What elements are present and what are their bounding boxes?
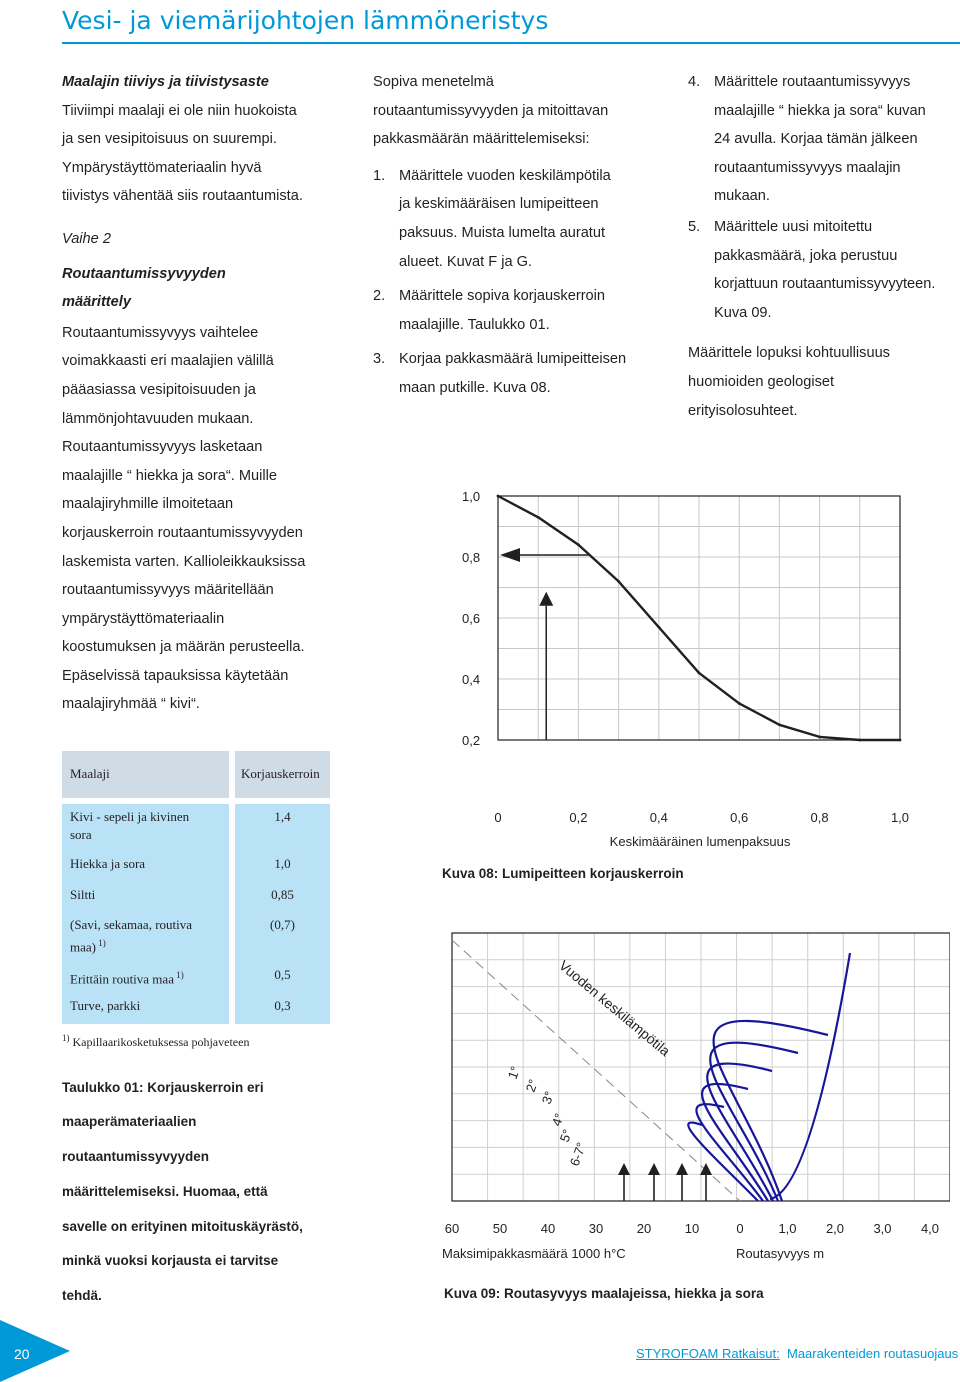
x-axis-label: Keskimääräinen lumenpaksuus [609, 834, 791, 849]
data-point [858, 739, 861, 742]
column-1 [62, 68, 362, 719]
y-tick-label: 0,2 [462, 733, 481, 748]
text-line: Ympärystäyttömateriaalin hyvä [62, 159, 262, 176]
series-label: 6-7° [566, 1140, 590, 1169]
chart-frost-depth [430, 905, 950, 1305]
data-point [818, 736, 821, 739]
data-point [497, 495, 500, 498]
x-tick-label: 40 [540, 1221, 556, 1236]
step-text: 24 avulla. Korjaa tämän jälkeen [714, 131, 918, 148]
x-tick-label: 20 [636, 1221, 652, 1236]
table-footnote [62, 1029, 249, 1051]
table-cell-factor: (0,7) [270, 917, 295, 932]
step-text: maan putkille. Kuva 08. [399, 379, 551, 396]
x-tick-label: 0,2 [569, 810, 588, 825]
paragraph [62, 97, 362, 211]
column-2 [373, 68, 673, 403]
heading-line: Routaantumissyvyyden [62, 265, 226, 282]
caption-line: savelle on erityinen mitoituskäyrästö, [62, 1218, 303, 1234]
table-cell-soil [70, 916, 226, 956]
footnote-mark: 1) [62, 1033, 70, 1043]
step-text: alueet. Kuvat F ja G. [399, 253, 533, 270]
paragraph [62, 319, 362, 719]
text-line: laskemista varten. Kallioleikkauksissa [62, 553, 306, 570]
text-line: maalajiryhmää “ kivi“. [62, 696, 200, 713]
arrow-marker [700, 1163, 712, 1175]
table-cell-factor: 1,0 [274, 856, 291, 871]
data-point [899, 739, 902, 742]
text-line: pääasiassa vesipitoisuuden ja [62, 381, 256, 398]
column-header-factor: Korjauskerroin [241, 766, 320, 781]
text-line: Sopiva menetelmä [373, 74, 494, 90]
data-point [778, 723, 781, 726]
step-item [373, 162, 673, 276]
x-tick-label: 0,6 [730, 810, 749, 825]
table-cell-factor: 0,3 [274, 998, 291, 1013]
soil-name: Hiekka ja sora [70, 856, 146, 871]
table-body-factor [235, 804, 330, 1024]
series-label: 3° [538, 1089, 558, 1107]
step-text: paksuus. Muista lumelta auratut [399, 224, 606, 241]
chart-caption: Kuva 09: Routasyvyys maalajeissa, hiekka ja sora [444, 1286, 764, 1301]
column-3 [688, 68, 960, 425]
footnote-ref: 1) [173, 970, 184, 980]
arrow-marker [539, 592, 553, 606]
soil-name: maa) $^{1)}$ [70, 938, 106, 955]
y-tick-label: 0,8 [462, 550, 481, 565]
step-number: 5. [688, 218, 701, 235]
step-text: mukaan. [714, 188, 770, 205]
x-tick-label: 1,0 [890, 810, 910, 825]
footnote-text: Kapillaarikosketuksessa pohjaveteen [72, 1035, 250, 1049]
caption-line: määrittelemiseksi. Huomaa, että [62, 1183, 268, 1199]
step-text: routaantumissyvyys maalajin [714, 159, 901, 176]
step-item [688, 213, 960, 327]
step-text: Määrittele vuoden keskilämpötila [399, 167, 611, 184]
text-line: lämmönjohtavuuden mukaan. [62, 410, 254, 427]
step-text: Määrittele uusi mitoitettu [714, 218, 873, 235]
text-line: tiivistys vähentää siis routaantumista. [62, 188, 303, 205]
soil-name: Turve, parkki [70, 998, 141, 1013]
soil-name: (Savi, sekamaa, routiva [70, 917, 193, 932]
text-line: Routaantumissyvyys lasketaan [62, 439, 263, 456]
text-line: Epäselvissä tapauksissa käytetään [62, 667, 289, 684]
step-text: Korjaa pakkasmäärä lumipeitteisen [399, 351, 627, 368]
data-point [698, 672, 701, 675]
soil-name: Kivi - sepeli ja kivinen [70, 809, 190, 824]
section-heading: Maalajin tiiviys ja tiivistysaste [62, 74, 269, 90]
x-tick-label: 50 [492, 1221, 508, 1236]
footer-text [636, 1346, 958, 1361]
step-text: pakkasmäärä, joka perustuu [714, 247, 898, 264]
step-number: 3. [373, 351, 386, 368]
data-point [657, 626, 660, 629]
x-tick-label: 60 [444, 1221, 460, 1236]
arrow-marker [648, 1163, 660, 1175]
table-cell-soil [70, 966, 226, 988]
chart-snow-correction [430, 470, 930, 890]
caption-line: Taulukko 01: Korjauskerroin eri [62, 1079, 264, 1095]
series-label: 2° [522, 1077, 542, 1095]
series-label: 1° [504, 1064, 524, 1082]
text-line: huomioiden geologiset [688, 373, 835, 390]
table-cell-soil [70, 855, 226, 873]
caption-line: minkä vuoksi korjausta ei tarvitse [62, 1253, 279, 1269]
step-item [373, 282, 673, 339]
text-line: Routaantumissyvyys vaihtelee [62, 324, 259, 341]
step-list [688, 68, 960, 327]
text-line: routaantumissyvyys määritellään [62, 582, 274, 599]
text-line: ympärystäyttömateriaalin [62, 610, 225, 627]
arrow-marker [676, 1163, 688, 1175]
table-cell-factor: 0,5 [274, 967, 291, 982]
step-item [688, 68, 960, 211]
step-text: maalajille. Taulukko 01. [399, 316, 550, 333]
x-tick-label: 0,8 [810, 810, 829, 825]
y-tick-label: 1,0 [462, 489, 481, 504]
table-cell-soil [70, 886, 226, 904]
x-axis-label-left: Maksimipakkasmäärä 1000 h°C [442, 1246, 626, 1261]
step-text: maalajille “ hiekka ja sora“ kuvan [714, 102, 926, 119]
step-text: ja keskimääräisen lumipeitteen [399, 196, 599, 213]
x-tick-label: 3,0 [873, 1221, 892, 1236]
text-line: erityisolosuhteet. [688, 402, 798, 419]
caption-line: routaantumissyvyyden [62, 1149, 210, 1165]
data-point [738, 702, 741, 705]
x-tick-label: 2,0 [825, 1221, 845, 1236]
step-text: Kuva 09. [714, 304, 772, 321]
soil-name: Erittäin routiva maa $^{1)}$ [70, 970, 184, 987]
paragraph [373, 68, 673, 154]
text-line: pakkasmäärän määrittelemiseksi: [373, 131, 590, 148]
text-line: routaantumissyvyyden ja mitoittavan [373, 102, 609, 119]
step-text: Määrittele sopiva korjauskerroin [399, 288, 606, 305]
column-header-soil: Maalaji [70, 766, 110, 781]
x-axis-label-right: Routasyvyys m [736, 1246, 825, 1261]
page-number-badge [0, 1320, 70, 1382]
step-number: 2. [373, 288, 386, 305]
x-tick-label: 0 [736, 1221, 744, 1236]
step-label: Vaihe 2 [62, 230, 111, 247]
page-title: Vesi- ja viemärijohtojen lämmöneristys [62, 6, 549, 35]
x-tick-label: 0,4 [649, 810, 668, 825]
y-tick-label: 0,4 [462, 672, 481, 687]
text-line: koostumuksen ja määrän perusteella. [62, 639, 305, 656]
text-line: Tiiviimpi maalaji ei ole niin huokoista [62, 102, 297, 119]
data-point [617, 580, 620, 583]
title-rule [62, 42, 960, 44]
caption-line: tehdä. [62, 1288, 102, 1304]
text-line: Määrittele lopuksi kohtuullisuus [688, 345, 890, 362]
series-label: 4° [548, 1111, 568, 1129]
text-line: maalajille “ hiekka ja sora“. Muille [62, 467, 277, 484]
heading-line: määrittely [62, 294, 131, 311]
step-number: 1. [373, 167, 386, 184]
step-item [373, 345, 673, 402]
soil-name: Siltti [70, 887, 96, 902]
x-tick-label: 30 [588, 1221, 604, 1236]
step-list [373, 162, 673, 403]
data-point [577, 543, 580, 546]
x-tick-label: 4,0 [920, 1221, 940, 1236]
x-tick-label: 1,0 [778, 1221, 797, 1236]
series-label: 5° [556, 1127, 576, 1145]
caption-line: maaperämateriaalien [62, 1114, 197, 1130]
footer-section: Maarakenteiden routasuojaus [786, 1346, 959, 1361]
badge-triangle [0, 1320, 70, 1382]
step-text: korjattuun routaantumissyvyyteen. [714, 276, 936, 293]
step-text: Määrittele routaantumissyvyys [714, 74, 911, 90]
chart-caption: Kuva 08: Lumipeitteen korjauskerroin [442, 866, 684, 881]
table-caption [62, 1063, 352, 1320]
table-cell-factor: 0,85 [271, 887, 294, 902]
soil-name: sora [70, 827, 92, 842]
annotation-label: Vuoden keskilämpötila [556, 957, 674, 1060]
x-tick-label: 10 [684, 1221, 700, 1236]
text-line: maalajiryhmille ilmoitetaan [62, 496, 234, 513]
text-line: voimakkaasti eri maalajien välillä [62, 353, 274, 370]
footer-brand: STYROFOAM Ratkaisut: [636, 1346, 780, 1361]
footnote-ref: 1) [95, 938, 106, 948]
step-number: 4. [688, 74, 701, 90]
text-line: ja sen vesipitoisuus on suurempi. [62, 131, 277, 148]
y-tick-label: 0,6 [462, 611, 481, 626]
page-number: 20 [14, 1346, 30, 1362]
arrow-marker [618, 1163, 630, 1175]
data-point [537, 516, 540, 519]
text-line: korjauskerroin routaantumissyvyyden [62, 524, 303, 541]
table-cell-soil [70, 997, 226, 1015]
x-tick-label: 0 [494, 810, 502, 825]
arrow-marker [500, 548, 520, 562]
table-cell-soil [70, 808, 226, 844]
reference-line [452, 940, 740, 1201]
paragraph [688, 339, 960, 425]
series-curve [770, 953, 850, 1199]
table-cell-factor: 1,4 [274, 809, 291, 824]
section-heading [62, 260, 362, 317]
